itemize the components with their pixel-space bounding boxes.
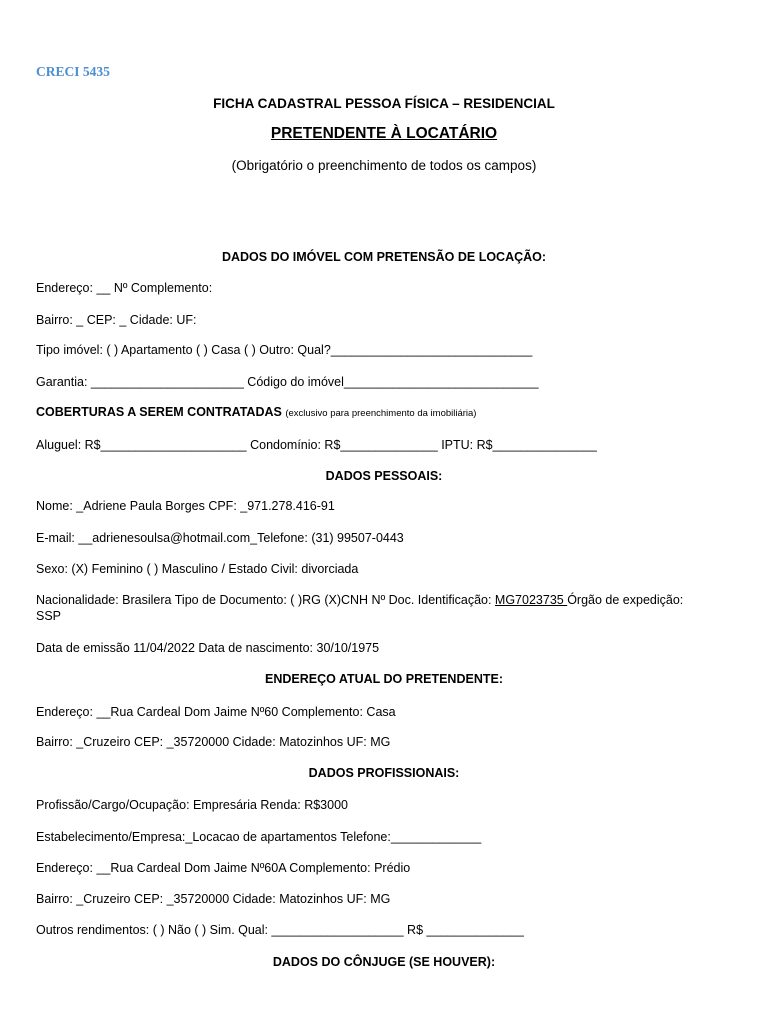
endereco-atual-endereco: Endereço: __Rua Cardeal Dom Jaime Nº60 Complemento: Casa <box>36 705 396 719</box>
section-heading-conjuge: DADOS DO CÔNJUGE (SE HOUVER): <box>272 955 496 969</box>
coberturas-line <box>36 405 476 419</box>
coberturas-valores: Aluguel: R$_____________________ Condomínio: R$______________ IPTU: R$_______________ <box>36 438 597 452</box>
creci-label: CRECI 5435 <box>36 64 110 79</box>
pessoais-sexo: Sexo: (X) Feminino ( ) Masculino / Estado Civil: divorciada <box>36 562 359 576</box>
imovel-bairro: Bairro: _ CEP: _ Cidade: UF: <box>36 313 197 327</box>
form-subtitle: PRETENDENTE À LOCATÁRIO <box>270 125 498 142</box>
profissionais-outros: Outros rendimentos: ( ) Não ( ) Sim. Qual: ___________________ R$ ______________ <box>36 923 524 937</box>
coberturas-note: (exclusivo para preenchimento da imobiliária) <box>285 408 477 419</box>
section-heading-coberturas: COBERTURAS A SEREM CONTRATADAS <box>36 405 282 419</box>
imovel-endereco: Endereço: __ Nº Complemento: <box>36 281 213 295</box>
section-heading-endereco-atual: ENDEREÇO ATUAL DO PRETENDENTE: <box>265 672 503 686</box>
imovel-garantia: Garantia: ______________________ Código do imóvel____________________________ <box>36 375 539 389</box>
profissionais-bairro: Bairro: _Cruzeiro CEP: _35720000 Cidade: Matozinhos UF: MG <box>36 892 391 906</box>
pessoais-nome: Nome: _Adriene Paula Borges CPF: _971.278.416-91 <box>36 499 335 513</box>
profissionais-empresa: Estabelecimento/Empresa:_Locacao de apartamentos Telefone:_____________ <box>36 830 482 844</box>
section-heading-imovel: DADOS DO IMÓVEL COM PRETENSÃO DE LOCAÇÃO: <box>221 250 547 264</box>
pessoais-nacionalidade <box>36 593 683 607</box>
mandatory-note: (Obrigatório o preenchimento de todos os campos) <box>231 158 537 173</box>
doc-numero: MG7023735 <box>494 593 568 607</box>
pessoais-datas: Data de emissão 11/04/2022 Data de nascimento: 30/10/1975 <box>36 641 380 655</box>
imovel-tipo: Tipo imóvel: ( ) Apartamento ( ) Casa ( ) Outro: Qual?_____________________________ <box>36 343 533 357</box>
nacionalidade-text: Nacionalidade: Brasilera Tipo de Documento: ( )RG (X)CNH Nº Doc. Identificação: <box>36 593 495 607</box>
pessoais-orgao: SSP <box>36 609 62 623</box>
profissionais-profissao: Profissão/Cargo/Ocupação: Empresária Renda: R$3000 <box>36 798 348 812</box>
section-heading-profissionais: DADOS PROFISSIONAIS: <box>308 766 460 780</box>
pessoais-email: E-mail: __adrienesoulsa@hotmail.com_Telefone: (31) 99507-0443 <box>36 531 404 545</box>
form-title: FICHA CADASTRAL PESSOA FÍSICA – RESIDENCIAL <box>213 96 555 111</box>
endereco-atual-bairro: Bairro: _Cruzeiro CEP: _35720000 Cidade: Matozinhos UF: MG <box>36 735 391 749</box>
orgao-label: Órgão de expedição: <box>567 593 684 607</box>
section-heading-pessoais: DADOS PESSOAIS: <box>325 469 443 483</box>
profissionais-endereco: Endereço: __Rua Cardeal Dom Jaime Nº60A Complemento: Prédio <box>36 861 411 875</box>
